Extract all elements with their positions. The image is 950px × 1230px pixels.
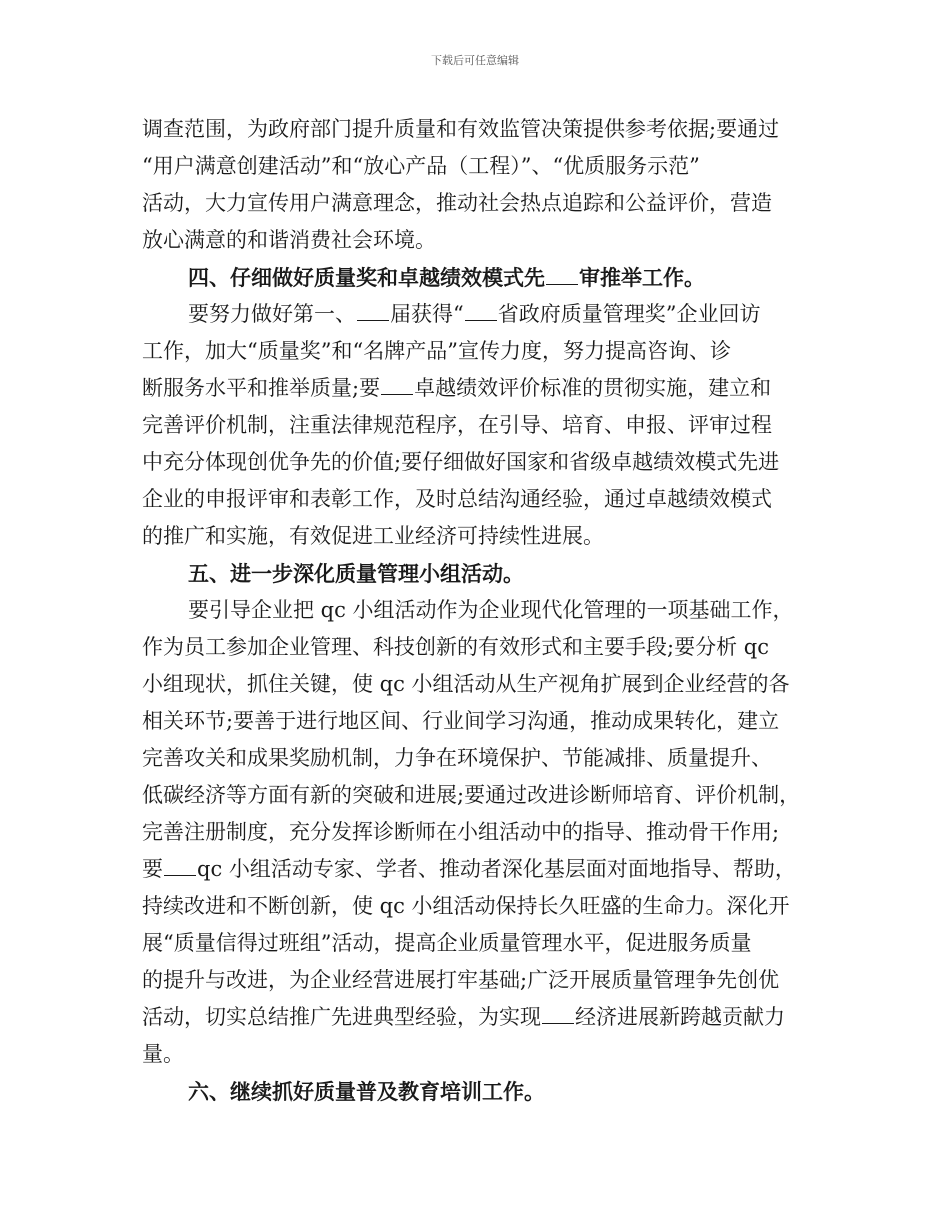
blank-underline <box>164 857 196 876</box>
section-heading <box>142 259 818 296</box>
text-segment: 要努力做好第一、 <box>188 302 356 326</box>
text-line <box>142 814 818 851</box>
text-segment: qc 小组活动专家、学者、推动者深化基层面对面地指导、帮助， <box>197 857 796 881</box>
text-line <box>142 333 818 370</box>
page-header: 下载后可任意编辑 <box>431 54 519 67</box>
text-segment: 要 <box>142 857 163 881</box>
text-segment: 断服务水平和推举质量;要 <box>142 376 381 400</box>
text-line <box>142 296 818 333</box>
text-line <box>142 888 818 925</box>
text-line <box>142 925 818 962</box>
text-segment: 四、仔细做好质量奖和卓越绩效模式先 <box>188 265 545 290</box>
text-segment: 活动，大力宣传用户满意理念，推动社会热点追踪和公益评价，营造 <box>142 191 772 215</box>
text-line <box>142 185 818 222</box>
text-segment: 届获得“ <box>390 302 464 326</box>
text-line <box>142 222 818 259</box>
text-segment: 量。 <box>142 1042 184 1066</box>
text-line <box>142 777 818 814</box>
blank-underline <box>381 376 413 395</box>
text-segment: 展“质量信得过班组”活动，提高企业质量管理水平，促进服务质量 <box>142 931 752 955</box>
text-line <box>142 740 818 777</box>
text-line <box>142 999 818 1036</box>
text-segment: 活动，切实总结推广先进典型经验，为实现 <box>142 1005 541 1029</box>
text-segment: 持续改进和不断创新，使 qc 小组活动保持长久旺盛的生命力。深化开 <box>142 894 790 918</box>
text-line <box>142 1036 818 1073</box>
text-segment: 经济进展新跨越贡献力 <box>575 1005 785 1029</box>
text-line <box>142 703 818 740</box>
section-heading <box>142 555 818 592</box>
text-segment: 卓越绩效评价标准的贯彻实施，建立和 <box>414 376 772 400</box>
text-segment: 中充分体现创优争先的价值;要仔细做好国家和省级卓越绩效模式先进 <box>142 450 780 474</box>
text-line <box>142 148 818 185</box>
text-line <box>142 518 818 555</box>
text-segment: 作为员工参加企业管理、科技创新的有效形式和主要手段;要分析 qc <box>142 635 769 659</box>
text-segment: 要引导企业把 qc 小组活动作为企业现代化管理的一项基础工作， <box>188 598 794 622</box>
text-line <box>142 851 818 888</box>
text-line <box>142 481 818 518</box>
text-line <box>142 592 818 629</box>
text-segment: 审推举工作。 <box>579 265 705 290</box>
text-segment: 完善评价机制，注重法律规范程序，在引导、培育、申报、评审过程 <box>142 413 772 437</box>
text-line <box>142 629 818 666</box>
text-segment: 低碳经济等方面有新的突破和进展;要通过改进诊断师培育、评价机制， <box>142 783 801 807</box>
text-segment: 企业的申报评审和表彰工作，及时总结沟通经验，通过卓越绩效模式 <box>142 487 772 511</box>
text-segment: 小组现状，抓住关键，使 qc 小组活动从生产视角扩展到企业经营的各 <box>142 672 790 696</box>
text-line <box>142 666 818 703</box>
text-line <box>142 962 818 999</box>
document-body <box>142 111 818 1110</box>
text-segment: 工作，加大“质量奖”和“名牌产品”宣传力度，努力提高咨询、诊 <box>142 339 731 363</box>
section-heading <box>142 1073 818 1110</box>
text-line <box>142 407 818 444</box>
text-segment: 的推广和实施，有效促进工业经济可持续性进展。 <box>142 524 604 548</box>
text-segment: 完善攻关和成果奖励机制，力争在环境保护、节能减排、质量提升、 <box>142 746 772 770</box>
text-segment: “用户满意创建活动”和“放心产品（工程）”、“优质服务示范” <box>142 154 700 178</box>
text-segment: 五、进一步深化质量管理小组活动。 <box>188 561 524 586</box>
text-segment: 相关环节;要善于进行地区间、行业间学习沟通，推动成果转化，建立 <box>142 709 780 733</box>
text-segment: 完善注册制度，充分发挥诊断师在小组活动中的指导、推动骨干作用; <box>142 820 780 844</box>
text-line <box>142 370 818 407</box>
text-segment: 的提升与改进，为企业经营进展打牢基础;广泛开展质量管理争先创优 <box>142 968 780 992</box>
text-segment: 六、继续抓好质量普及教育培训工作。 <box>188 1079 545 1104</box>
text-segment: 调查范围，为政府部门提升质量和有效监管决策提供参考依据;要通过 <box>142 117 780 141</box>
blank-underline <box>465 302 497 321</box>
text-line <box>142 444 818 481</box>
blank-underline <box>542 1005 574 1024</box>
blank-underline <box>357 302 389 321</box>
text-line <box>142 111 818 148</box>
blank-underline <box>546 266 578 285</box>
text-segment: 放心满意的和谐消费社会环境。 <box>142 228 436 252</box>
text-segment: 省政府质量管理奖”企业回访 <box>497 302 761 326</box>
